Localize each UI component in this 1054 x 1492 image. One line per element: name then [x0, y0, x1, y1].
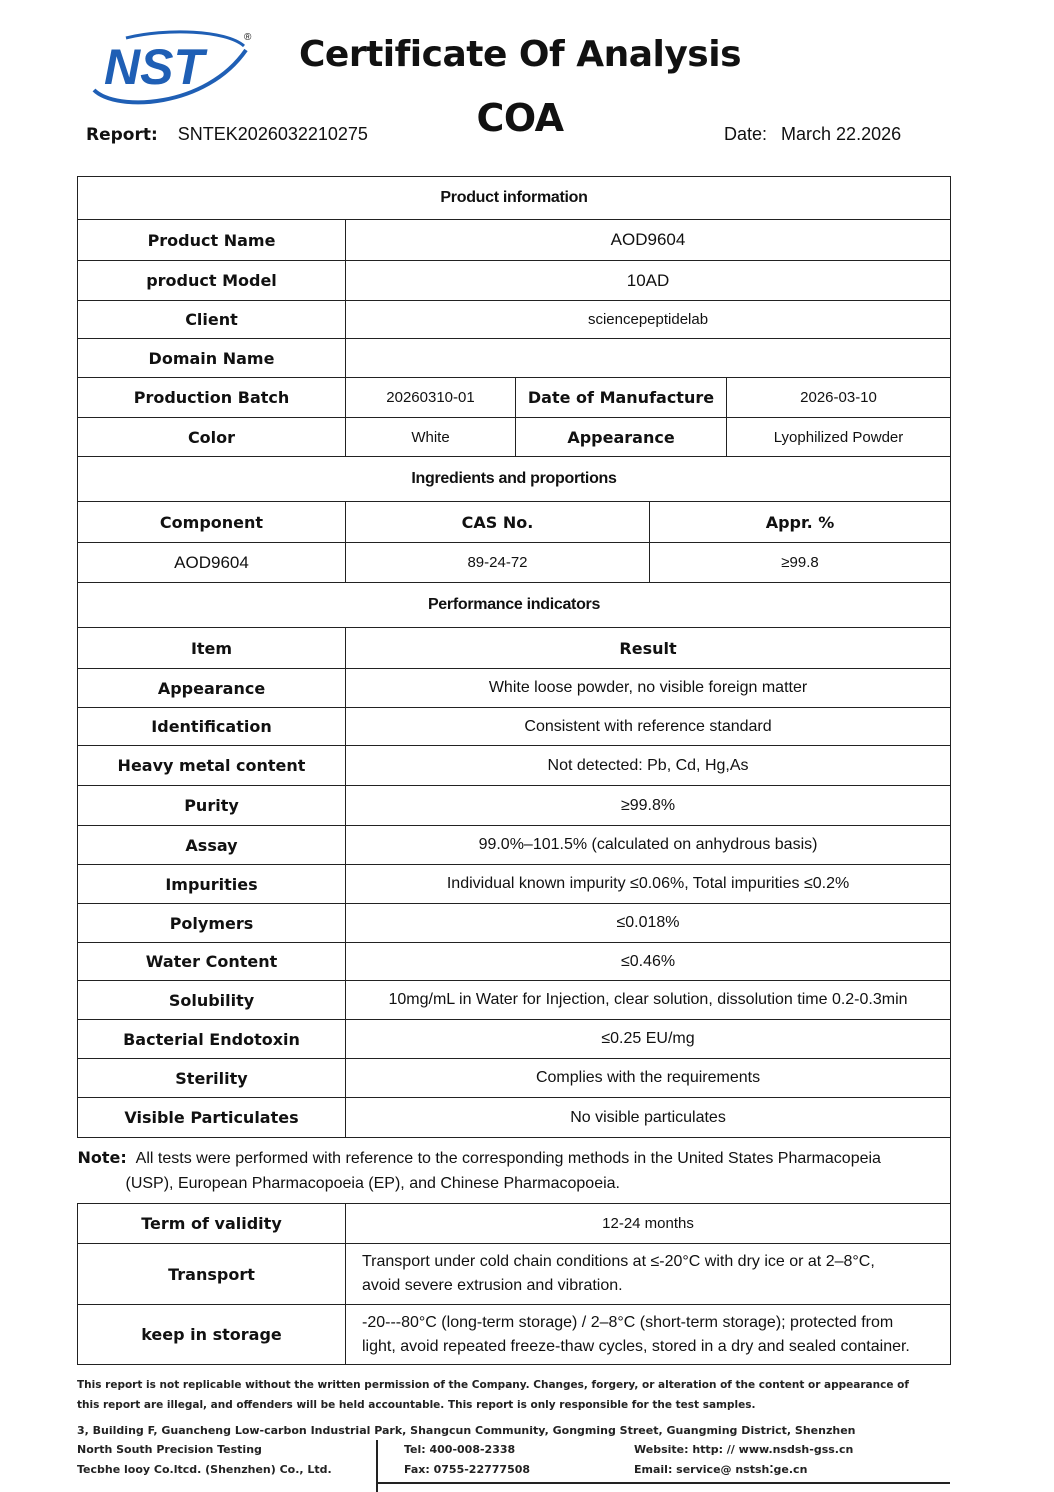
logo-text: NST: [104, 39, 204, 95]
table-row: keep in storage -20---80°C (long-term storage) / 2–8°C (short-term storage); protected from light, avoid repeated freeze-thaw cycles, stored in a dry and sealed container.: [78, 1305, 951, 1365]
table-row: Solubility 10mg/mL in Water for Injection, clear solution, dissolution time 0.2-0.3min: [78, 981, 951, 1020]
footer-divider-horizontal: [376, 1482, 950, 1484]
table-row: Appearance White loose powder, no visible foreign matter: [78, 669, 951, 708]
table-row: Sterility Complies with the requirements: [78, 1059, 951, 1098]
keep-line-2: light, avoid repeated freeze-thaw cycles, stored in a dry and sealed container.: [362, 1337, 910, 1355]
contact-web-email: [634, 1440, 853, 1480]
report-number: Report: SNTEK2026032210275: [86, 124, 368, 145]
keep-line-1: -20---80°C (long-term storage) / 2–8°C (short-term storage); protected from: [362, 1313, 894, 1331]
table-row: Production Batch 20260310-01 Date of Manufacture 2026-03-10: [78, 378, 951, 418]
transport-line-2: avoid severe extrusion and vibration.: [362, 1277, 623, 1294]
table-row: Color White Appearance Lyophilized Powder: [78, 418, 951, 457]
table-row: Domain Name: [78, 339, 951, 378]
table-row: Term of validity 12-24 months: [78, 1204, 951, 1244]
table-row: Product Name AOD9604: [78, 220, 951, 261]
table-row: Client sciencepeptidelab: [78, 301, 951, 339]
note-line-1: All tests were performed with reference to the corresponding methods in the United States Pharmacopeia: [135, 1150, 881, 1167]
page-title: Certificate Of Analysis: [298, 34, 741, 75]
website-link[interactable]: Website: http: // www.nsdsh-gss.cn: [634, 1443, 854, 1456]
contact-phone-fax: Tel: 400-008-2338 Fax: 0755-22777508: [404, 1443, 531, 1476]
table-row: Bacterial Endotoxin ≤0.25 EU/mg: [78, 1020, 951, 1059]
table-row: Transport Transport under cold chain conditions at ≤-20°C with dry ice or at 2–8°C, avoid severe extrusion and vibration.: [78, 1244, 951, 1305]
table-row: Heavy metal content Not detected: Pb, Cd, Hg,As: [78, 746, 951, 786]
section-performance: Performance indicators: [78, 583, 951, 628]
table-row: Visible Particulates No visible particulates: [78, 1098, 951, 1138]
page-subtitle: COA: [476, 96, 564, 140]
registered-mark: ®: [244, 32, 252, 43]
email-link[interactable]: Email: service@ nstsh⁚ge.cn: [634, 1463, 808, 1476]
table-header-row: Item Result: [78, 628, 951, 669]
transport-line-1: Transport under cold chain conditions at ≤-20°C with dry ice or at 2–8°C,: [362, 1253, 875, 1270]
note-row: [78, 1138, 951, 1204]
table-row: Polymers ≤0.018%: [78, 904, 951, 943]
disclaimer: This report is not replicable without the written permission of the Company. Changes, forgery, or alteration of the content or appearance of this report are illegal, and offenders will be held accountable. This report is only responsible for the test samples.: [77, 1379, 909, 1411]
table-row: Assay 99.0%–101.5% (calculated on anhydrous basis): [78, 826, 951, 865]
table-row: AOD9604 89-24-72 ≥99.8: [78, 543, 951, 583]
table-row: Impurities Individual known impurity ≤0.06%, Total impurities ≤0.2%: [78, 865, 951, 904]
table-row: Purity ≥99.8%: [78, 786, 951, 826]
note-label: Note:: [77, 1148, 127, 1167]
section-ingredients: Ingredients and proportions: [78, 457, 951, 502]
section-product-info: Product information: [78, 177, 951, 220]
report-date: Date: March 22.2026: [724, 124, 902, 144]
note-line-2: (USP), European Pharmacopoeia (EP), and Chinese Pharmacopoeia.: [125, 1175, 620, 1192]
table-row: Identification Consistent with reference standard: [78, 708, 951, 746]
table-row: Component CAS No. Appr. %: [78, 502, 951, 543]
table-row: Water Content ≤0.46%: [78, 943, 951, 981]
coa-table: [77, 176, 951, 1365]
company-address: 3, Building F, Guancheng Low-carbon Industrial Park, Shangcun Community, Gongming Street, Guangming District, Shenzhen: [77, 1424, 856, 1437]
footer-divider-vertical: [376, 1440, 378, 1492]
table-row: product Model 10AD: [78, 261, 951, 301]
company-name: North South Precision Testing Tecbhe looy Co.ltcd. (Shenzhen) Co., Ltd.: [77, 1443, 332, 1476]
